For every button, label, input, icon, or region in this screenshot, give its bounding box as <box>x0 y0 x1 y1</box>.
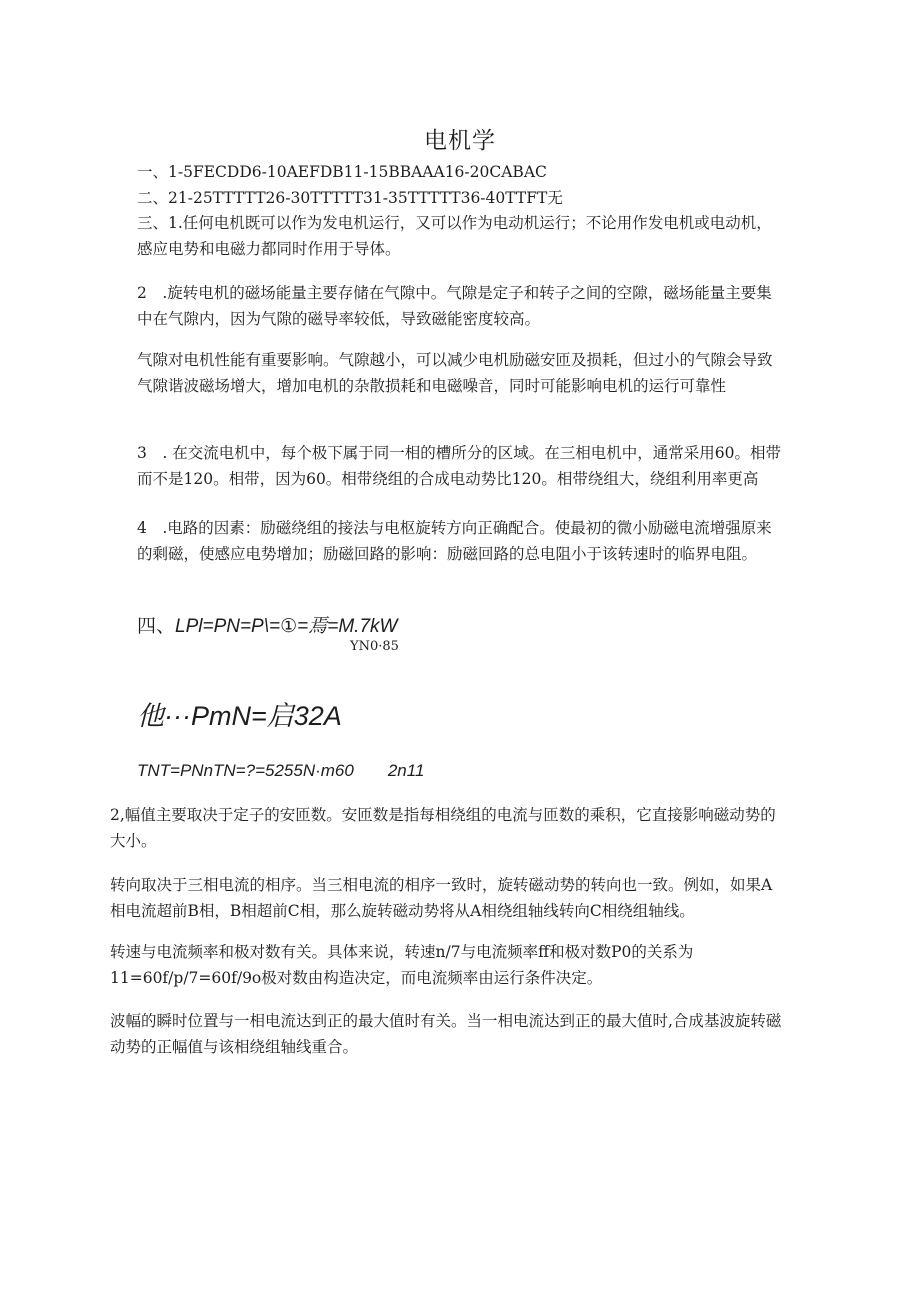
rated-torque-formula-main: TNT=PNnTN=?=5255N·m60 <box>137 761 354 780</box>
formula-subscript: YN0·85 <box>350 639 399 654</box>
rated-current-formula: 他···PmN=启32A <box>137 701 342 731</box>
amplitude-paragraph: 2,幅值主要取决于定子的安匝数。安匝数是指每相绕组的电流与匝数的乘积，它直接影响磁动势的大小。 <box>110 806 776 850</box>
position-paragraph: 波幅的瞬时位置与一相电流达到正的最大值时有关。当一相电流达到正的最大值时,合成基波旋转磁动势的正幅值与该相绕组轴线重合。 <box>110 1012 782 1056</box>
section-3-paragraph-2: 2 .旋转电机的磁场能量主要存储在气隙中。气隙是定子和转子之间的空隙，磁场能量主要集中在气隙内，因为气隙的磁导率较低，导致磁能密度较高。 <box>137 284 772 328</box>
direction-paragraph: 转向取决于三相电流的相序。当三相电流的相序一致时，旋转磁动势的转向也一致。例如，如果A相电流超前B相，B相超前C相，那么旋转磁动势将从A相绕组轴线转向C相绕组轴线。 <box>110 876 773 920</box>
page-title: 电机学 <box>424 128 496 154</box>
rated-torque-formula-tail: 2n11 <box>387 761 425 780</box>
answer-section-2: 二、21-25TTTTT26-30TTTTT31-35TTTTT36-40TTFT无 <box>137 189 563 207</box>
speed-paragraph: 转速与电流频率和极对数有关。具体来说，转速n/7与电流频率ff和极对数P0的关系为11=60f/p/7=60f/9o极对数由构造决定，而电流频率由运行条件决定。 <box>110 943 694 987</box>
rated-torque-formula <box>137 761 424 781</box>
section-4-label: 四、 <box>137 615 176 637</box>
section-3-paragraph-5: 4 .电路的因素：励磁绕组的接法与电枢旋转方向正确配合。使最初的微小励磁电流增强原来的剩磁，使感应电势增加；励磁回路的影响：励磁回路的总电阻小于该转速时的临界电阻。 <box>137 519 772 563</box>
rated-power-formula: LPl=PN=P\=①=焉=M.7kW <box>175 616 398 637</box>
section-3-paragraph-4: 3 . 在交流电机中，每个极下属于同一相的槽所分的区域。在三相电机中，通常采用60。相带而不是120。相带，因为60。相带绕组的合成电动势比120。相带绕组大，绕组利用率更高 <box>137 444 781 488</box>
section-3-paragraph-1: 三、1.任何电机既可以作为发电机运行，又可以作为电动机运行；不论用作发电机或电动机，感应电势和电磁力都同时作用于导体。 <box>137 214 772 258</box>
section-3-paragraph-3: 气隙对电机性能有重要影响。气隙越小，可以减少电机励磁安匝及损耗，但过小的气隙会导致气隙谐波磁场增大，增加电机的杂散损耗和电磁噪音，同时可能影响电机的运行可靠性 <box>137 351 773 395</box>
answer-section-1: 一、1-5FECDD6-10AEFDB11-15BBAAA16-20CABAC <box>137 163 547 181</box>
section-4-formula <box>137 611 397 638</box>
